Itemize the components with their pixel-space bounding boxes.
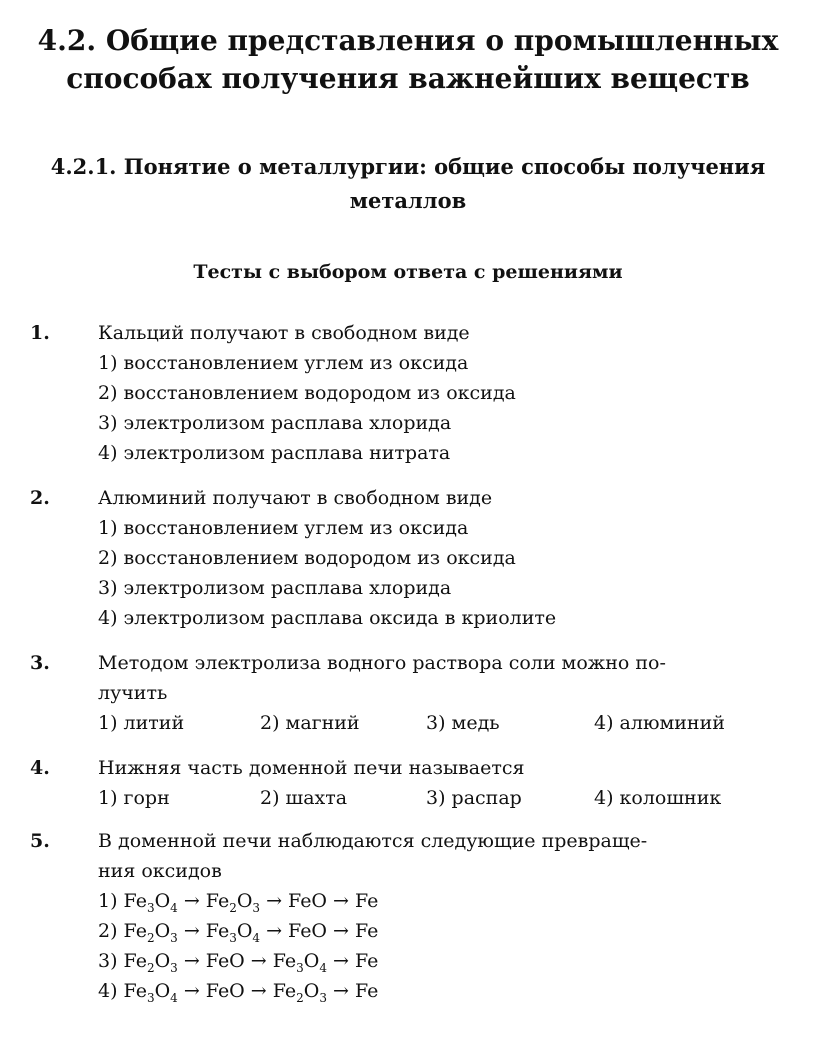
question-text: Кальций получают в свободном виде — [98, 322, 470, 344]
question-text-cont: ния оксидов — [98, 860, 222, 882]
question-text: В доменной печи наблюдаются следующие превраще- — [98, 830, 648, 852]
option: 1) литий — [98, 712, 185, 734]
option: 4) колошник — [594, 787, 722, 809]
option: 1) восстановлением углем из оксида — [98, 352, 469, 374]
question-number: 5. — [30, 830, 50, 852]
option: 1) горн — [98, 787, 170, 809]
option: 1) восстановлением углем из оксида — [98, 517, 469, 539]
option: 4) $Fe_3O_4$ → FeO → $Fe_2O_3 \to Fe$ — [98, 980, 379, 1005]
question-text: Нижняя часть доменной печи называется — [98, 757, 525, 779]
option: 4) электролизом расплава оксида в криолите — [98, 607, 557, 629]
option: 3) распар — [426, 787, 522, 809]
question-number: 4. — [30, 757, 50, 779]
question-text: Алюминий получают в свободном виде — [98, 487, 493, 509]
option: 1) $Fe_3O_4 \to Fe_2O_3$ → FeO → Fe — [98, 890, 379, 915]
option: 3) $Fe_2O_3$ → FeO → $Fe_3O_4 \to Fe$ — [98, 950, 379, 975]
question-text-cont: лучить — [98, 682, 168, 704]
section-subtitle: 4.2.1. Понятие о металлургии: общие способы получения металлов — [50, 154, 766, 213]
option: 2) восстановлением водородом из оксида — [98, 547, 516, 569]
option: 2) восстановлением водородом из оксида — [98, 382, 516, 404]
options-row — [98, 783, 778, 813]
option: 4) алюминий — [594, 712, 725, 734]
tests-heading: Тесты с выбором ответа с решениями — [193, 261, 623, 283]
question-text: Методом электролиза водного раствора соли можно по- — [98, 652, 666, 674]
option: 4) электролизом расплава нитрата — [98, 442, 451, 464]
option: 2) шахта — [260, 787, 348, 809]
option: 3) медь — [426, 712, 500, 734]
option: 3) электролизом расплава хлорида — [98, 412, 452, 434]
option: 2) $Fe_2O_3 \to Fe_3O_4$ → FeO → Fe — [98, 920, 379, 945]
options-row — [98, 708, 778, 738]
question-number: 1. — [30, 322, 50, 344]
page-title: 4.2. Общие представления о промышленных способах получения важнейших веществ — [37, 24, 779, 95]
question-number: 3. — [30, 652, 50, 674]
option: 3) электролизом расплава хлорида — [98, 577, 452, 599]
option: 2) магний — [260, 712, 360, 734]
question-number: 2. — [30, 487, 50, 509]
